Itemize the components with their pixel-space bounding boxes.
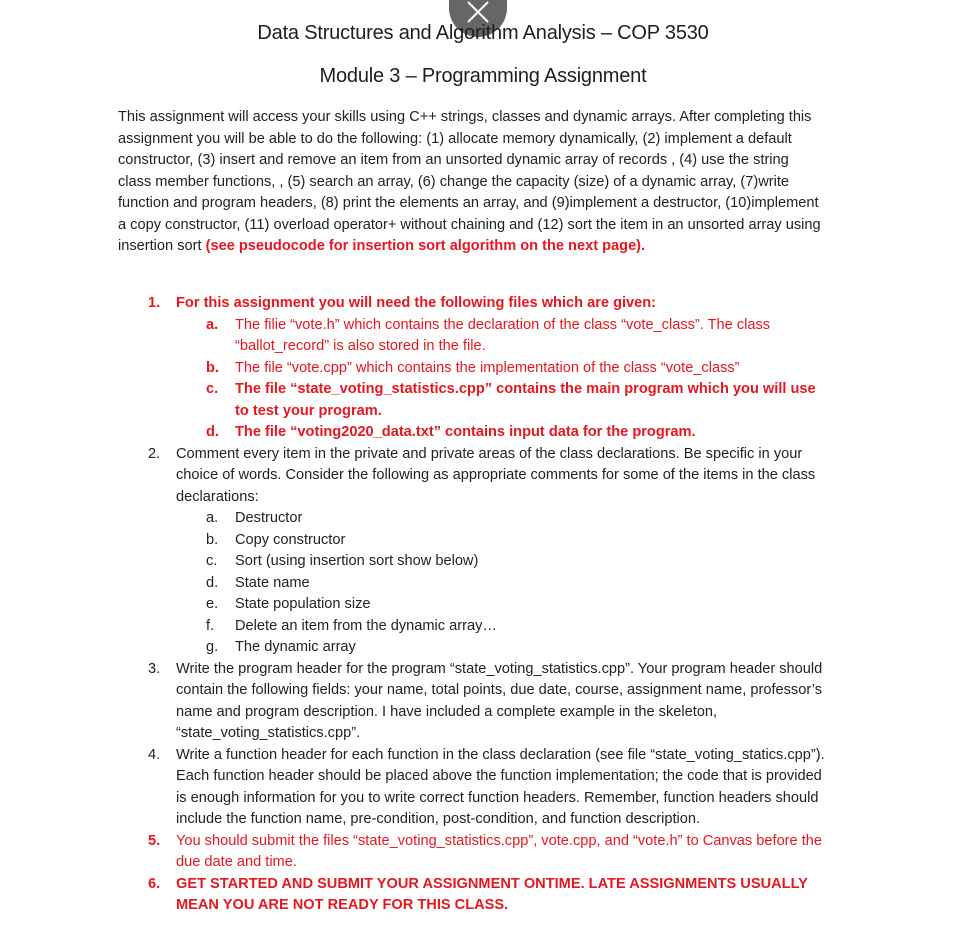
list-item bbox=[118, 293, 828, 444]
sub-item bbox=[176, 637, 828, 659]
intro-highlight: (see pseudocode for insertion sort algorithm on the next page). bbox=[205, 238, 646, 254]
sub-item-text: Sort (using insertion sort show below) bbox=[235, 553, 479, 569]
item-number: 1. bbox=[148, 295, 161, 311]
sub-item bbox=[176, 422, 828, 444]
item-text: Write the program header for the program “state_voting_statistics.cpp”. Your program header should contain the following fields: your name, total points, due date, course, assignment name, professor’s name and program description. I have included a complete example in the skeleton, “state_voting_statistics.cpp”. bbox=[176, 660, 823, 741]
intro-paragraph bbox=[118, 107, 824, 258]
item-number: 4. bbox=[148, 746, 161, 763]
list-item bbox=[118, 831, 828, 874]
sub-item-letter: c. bbox=[206, 381, 219, 397]
sub-list bbox=[176, 315, 828, 444]
item-text: Comment every item in the private and private areas of the class declarations. Be specific in your choice of words. Consider the following as appropriate comments for some of the items in the class declarations: bbox=[176, 445, 816, 505]
sub-item bbox=[176, 530, 828, 552]
sub-item-text: The file “state_voting_statistics.cpp” contains the main program which you will use to test your program. bbox=[235, 381, 816, 419]
sub-item bbox=[176, 379, 828, 422]
sub-item-letter: d. bbox=[206, 424, 219, 440]
sub-item-text: State population size bbox=[235, 596, 371, 612]
item-number: 6. bbox=[148, 875, 161, 892]
sub-item-letter: a. bbox=[206, 316, 219, 333]
sub-item-text: Copy constructor bbox=[235, 531, 346, 548]
sub-item bbox=[176, 573, 828, 595]
list-item bbox=[118, 745, 828, 831]
item-number: 2. bbox=[148, 445, 161, 462]
sub-item-letter: g. bbox=[206, 639, 219, 655]
sub-item-letter: a. bbox=[206, 510, 219, 526]
sub-item-letter: f. bbox=[206, 617, 215, 634]
sub-item-text: The file “vote.cpp” which contains the implementation of the class “vote_class” bbox=[235, 359, 740, 376]
item-text: For this assignment you will need the following files which are given: bbox=[176, 295, 657, 311]
list-item bbox=[118, 659, 828, 745]
sub-item-letter: e. bbox=[206, 596, 219, 612]
list-item bbox=[118, 874, 828, 917]
item-number: 3. bbox=[148, 660, 161, 677]
item-text: You should submit the files “state_voting_statistics.cpp”, vote.cpp, and “vote.h” to Canvas before the due date and time. bbox=[176, 832, 823, 870]
sub-item bbox=[176, 594, 828, 616]
sub-item bbox=[176, 616, 828, 638]
sub-item bbox=[176, 358, 828, 380]
item-number: 5. bbox=[148, 832, 161, 849]
sub-item-text: The file “voting2020_data.txt” contains input data for the program. bbox=[235, 424, 696, 440]
sub-list bbox=[176, 508, 828, 659]
sub-item-text: Destructor bbox=[235, 510, 303, 526]
sub-item-text: The filie “vote.h” which contains the declaration of the class “vote_class”. The class “ballot_record” is also stored in the file. bbox=[235, 316, 771, 354]
document-title: Data Structures and Algorithm Analysis – COP 3530 bbox=[257, 22, 709, 44]
list-item bbox=[118, 444, 828, 659]
sub-item bbox=[176, 508, 828, 530]
item-text: Write a function header for each function in the class declaration (see file “state_voting_statics.cpp”). Each function header should be placed above the function implementation; the code that is provided is enough information for you to write correct function headers. Remember, function headers should include the function name, pre-condition, post-condition, and function description. bbox=[176, 746, 825, 827]
sub-item bbox=[176, 551, 828, 573]
sub-item-text: The dynamic array bbox=[235, 639, 356, 655]
document-subtitle: Module 3 – Programming Assignment bbox=[319, 65, 647, 87]
sub-item-letter: b. bbox=[206, 359, 219, 376]
sub-item-letter: b. bbox=[206, 531, 219, 548]
item-text: GET STARTED AND SUBMIT YOUR ASSIGNMENT ONTIME. LATE ASSIGNMENTS USUALLY MEAN YOU ARE NOT READY FOR THIS CLASS. bbox=[176, 875, 808, 913]
sub-item-text: State name bbox=[235, 574, 310, 591]
instruction-list bbox=[118, 293, 828, 917]
intro-text: This assignment will access your skills using C++ strings, classes and dynamic arrays. After completing this assignment you will be able to do the following: (1) allocate memory dynamically, (2) implement a default constructor, (3) insert and remove an item from an unsorted dynamic array of records , (4) use the string class member functions, , (5) search an array, (6) change the capacity (size) of a dynamic array, (7)write function and program headers, (8) print the elements an array, and (9)implement a destructor, (10)implement a copy constructor, (11) overload operator+ without chaining and (12) sort the item in an unsorted array using insertion sort bbox=[118, 109, 821, 254]
sub-item-text: Delete an item from the dynamic array… bbox=[235, 617, 497, 634]
sub-item-letter: d. bbox=[206, 574, 219, 591]
sub-item-letter: c. bbox=[206, 553, 218, 569]
sub-item bbox=[176, 315, 828, 358]
